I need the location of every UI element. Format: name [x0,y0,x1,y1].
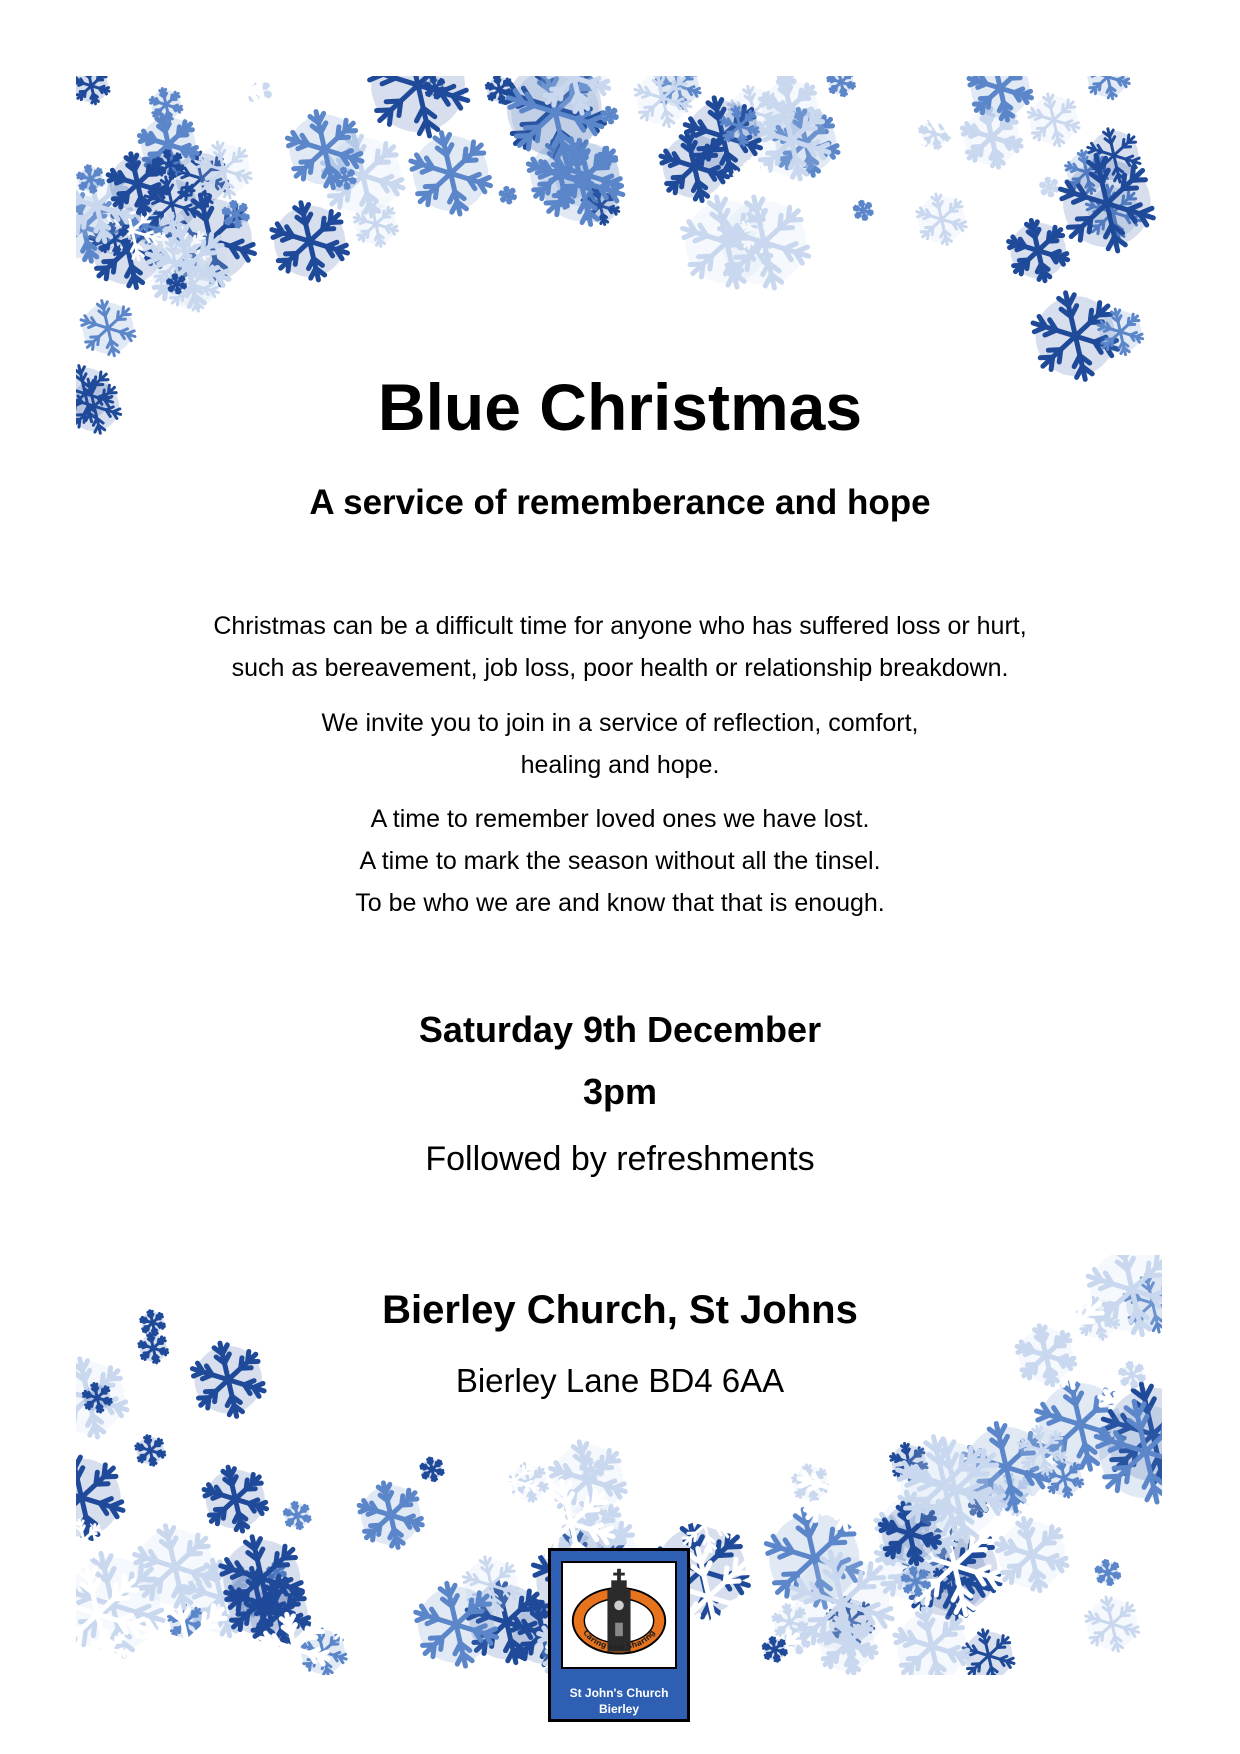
paragraph-line: healing and hope. [520,751,720,779]
refreshments-note: Followed by refreshments [425,1140,815,1178]
event-time: 3pm [582,1071,658,1112]
page-title: Blue Christmas [377,370,863,444]
paragraph-remember [0,798,1240,924]
logo-ring-text: Caring and Sharing [581,1628,657,1652]
paragraph-line: such as bereavement, job loss, poor health or relationship breakdown. [231,654,1009,682]
paragraph-invite [0,702,1240,786]
church-logo [548,1548,690,1722]
paragraph-line: To be who we are and know that that is enough. [355,889,885,917]
paragraph-line: Christmas can be a difficult time for anyone who has suffered loss or hurt, [213,612,1027,640]
logo-label-line1: St John's Church [569,1686,669,1700]
venue-address: Bierley Lane BD4 6AA [455,1362,785,1399]
paragraph-loss [0,605,1240,689]
event-date: Saturday 9th December [418,1009,822,1050]
subtitle: A service of rememberance and hope [309,483,931,522]
paragraph-line: A time to remember loved ones we have lost. [370,805,870,833]
paragraph-line: A time to mark the season without all the tinsel. [359,847,881,875]
logo-label-line2: Bierley [598,1702,640,1716]
venue-name: Bierley Church, St Johns [382,1288,858,1332]
logo-emblem [561,1561,677,1669]
paragraph-line: We invite you to join in a service of reflection, comfort, [321,709,919,737]
church-tower-icon [563,1563,675,1667]
